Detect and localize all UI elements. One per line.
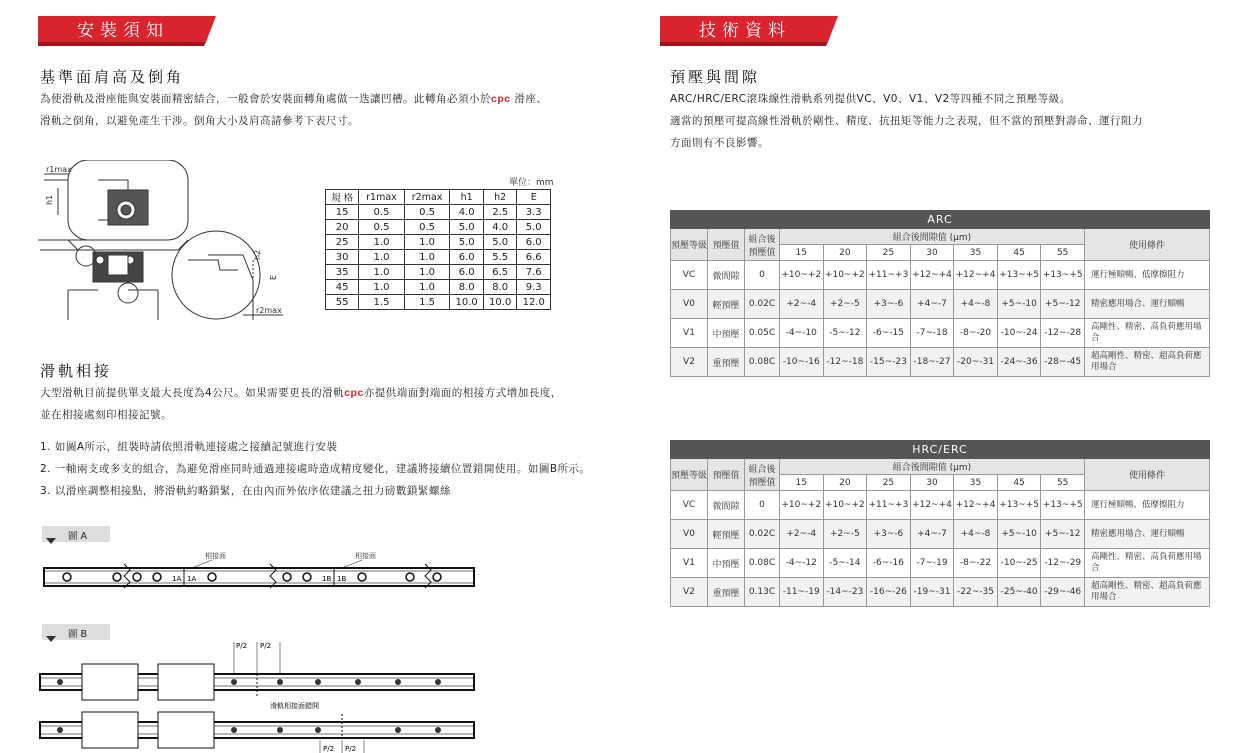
table-cell: 55 — [326, 295, 359, 310]
clearance-cell: -8~-22 — [954, 549, 998, 578]
table-row — [326, 235, 551, 250]
clearance-cell: +5~-10 — [997, 290, 1041, 319]
grade-cell: V1 — [671, 319, 708, 348]
table-cell: 45 — [326, 280, 359, 295]
grade-cell: V2 — [671, 578, 708, 607]
label-h1: h1 — [45, 194, 54, 205]
mark-1b-right: 1B — [337, 575, 347, 583]
header-grade: 預壓等級 — [671, 459, 708, 491]
clearance-cell: +13~+5 — [1041, 491, 1085, 520]
header-size: 30 — [910, 245, 954, 261]
clearance-cell: -10~-24 — [997, 319, 1041, 348]
clearance-cell: +4~-8 — [954, 520, 998, 549]
table-cell: 2.5 — [483, 205, 517, 220]
clearance-cell: -22~-35 — [954, 578, 998, 607]
figure-b-p2-4: P/2 — [345, 745, 357, 753]
table-cell: 8.0 — [483, 280, 517, 295]
label-h2: h2 — [253, 249, 262, 260]
clearance-cell: -24~-36 — [997, 348, 1041, 377]
header-combo: 組合後預壓值 — [745, 229, 780, 261]
header-condition: 使用條件 — [1085, 459, 1210, 491]
section2-line1 — [40, 382, 630, 404]
table-cell: 1.0 — [359, 265, 405, 280]
table-row — [671, 319, 1210, 348]
figure-b-p2-1: P/2 — [236, 642, 248, 650]
combo-cell: 0.13C — [745, 578, 780, 607]
table-cell: 8.0 — [450, 280, 484, 295]
label-r2max: r2max — [256, 306, 282, 315]
clearance-cell: -19~-31 — [910, 578, 954, 607]
clearance-cell: -5~-14 — [823, 549, 867, 578]
table-row — [326, 220, 551, 235]
brand-cpc-2: cpc — [344, 387, 364, 399]
unit-label: 單位：mm — [509, 178, 554, 188]
combo-cell: 0 — [745, 491, 780, 520]
table-row — [671, 290, 1210, 319]
table-row — [671, 520, 1210, 549]
table-row — [326, 295, 551, 310]
table-cell: 1.0 — [359, 235, 405, 250]
header-size: 20 — [823, 245, 867, 261]
condition-cell: 精密應用場合、運行順暢 — [1085, 520, 1210, 549]
table-cell: 1.5 — [404, 295, 450, 310]
clearance-cell: +10~+2 — [780, 261, 824, 290]
table-cell: 1.0 — [404, 265, 450, 280]
table-cell: 9.3 — [517, 280, 551, 295]
header-grade: 預壓等級 — [671, 229, 708, 261]
table-header-cell: h2 — [483, 190, 517, 205]
figure-b-stagger-label: 滑軌相接面錯開 — [270, 702, 319, 710]
clearance-cell: -12~-28 — [1041, 319, 1085, 348]
table-row — [326, 250, 551, 265]
clearance-cell: +12~+4 — [910, 491, 954, 520]
clearance-cell: +2~-4 — [780, 520, 824, 549]
header-preload: 預壓值 — [708, 229, 745, 261]
header-size: 15 — [780, 245, 824, 261]
preload-paragraph — [670, 88, 1220, 154]
section-title-preload: 預壓與間隙 — [670, 68, 761, 86]
clearance-cell: +12~+4 — [954, 491, 998, 520]
table-row — [671, 348, 1210, 377]
table-cell: 3.3 — [517, 205, 551, 220]
grade-cell: V2 — [671, 348, 708, 377]
section2-line1-tail: 亦提供端面對端面的相接方式增加長度， — [363, 387, 562, 399]
table-cell: 1.0 — [404, 250, 450, 265]
table-header-row — [326, 190, 551, 205]
clearance-cell: +3~-6 — [867, 290, 911, 319]
header-size: 15 — [780, 475, 824, 491]
section1-line1 — [40, 88, 620, 110]
condition-cell: 高剛性、精密、高負荷應用場合 — [1085, 549, 1210, 578]
combo-cell: 0.02C — [745, 520, 780, 549]
table-header-cell: E — [517, 190, 551, 205]
combo-cell: 0.05C — [745, 319, 780, 348]
table-cell: 4.0 — [483, 220, 517, 235]
figure-b-diagram — [38, 638, 483, 753]
table-cell: 10.0 — [450, 295, 484, 310]
table-row — [671, 549, 1210, 578]
clearance-cell: +5~-10 — [997, 520, 1041, 549]
header-size: 45 — [997, 245, 1041, 261]
left-banner — [38, 16, 216, 46]
table-header-cell: h1 — [450, 190, 484, 205]
section2-line1-text: 大型滑軌目前提供單支最大長度為4公尺。如果需要更長的滑軌 — [40, 387, 345, 399]
clearance-cell: +2~-5 — [823, 290, 867, 319]
figure-a-label: 圖 A — [68, 531, 88, 542]
section-title-shoulder: 基準面肩高及倒角 — [40, 68, 185, 86]
header-clearance: 組合後間隙值 (μm) — [780, 229, 1085, 245]
shoulder-diagram — [38, 160, 298, 320]
clearance-cell: +4~-7 — [910, 520, 954, 549]
header-size: 25 — [867, 245, 911, 261]
header-size: 30 — [910, 475, 954, 491]
clearance-cell: -5~-12 — [823, 319, 867, 348]
table-cell: 20 — [326, 220, 359, 235]
section2-paragraph — [40, 382, 630, 426]
condition-cell: 高剛性、精密、高負荷應用場合 — [1085, 319, 1210, 348]
table-header-cell: r2max — [404, 190, 450, 205]
preload-name-cell: 輕預壓 — [708, 520, 745, 549]
table-cell: 5.0 — [450, 235, 484, 250]
mark-1b-left: 1B — [322, 575, 332, 583]
preload-name-cell: 微間隙 — [708, 491, 745, 520]
condition-cell: 超高剛性、精密、超高負荷應用場合 — [1085, 578, 1210, 607]
table-title-row — [671, 441, 1210, 459]
table-cell: 1.0 — [359, 250, 405, 265]
left-banner-title: 安裝須知 — [77, 21, 169, 41]
clearance-cell: +2~-4 — [780, 290, 824, 319]
clearance-cell: +10~+2 — [823, 491, 867, 520]
preload-name-cell: 微間隙 — [708, 261, 745, 290]
preload-name-cell: 中預壓 — [708, 319, 745, 348]
table-header-cell: 規 格 — [326, 190, 359, 205]
header-clearance: 組合後間隙值 (μm) — [780, 459, 1085, 475]
instruction-item-1: 1. 如圖A所示，組裝時請依照滑軌連接處之接續記號進行安裝 — [40, 441, 338, 453]
table-cell: 0.5 — [404, 205, 450, 220]
clearance-cell: +4~-8 — [954, 290, 998, 319]
table-row — [671, 578, 1210, 607]
clearance-cell: +4~-7 — [910, 290, 954, 319]
preload-name-cell: 重預壓 — [708, 348, 745, 377]
right-banner-title: 技術資料 — [699, 21, 791, 41]
section2-line2: 並在相接處刻印相接記號。 — [40, 409, 172, 421]
condition-cell: 精密應用場合、運行順暢 — [1085, 290, 1210, 319]
table-cell: 6.0 — [450, 250, 484, 265]
mark-1a-left: 1A — [172, 575, 182, 583]
clearance-cell: +11~+3 — [867, 491, 911, 520]
table-cell: 1.0 — [359, 280, 405, 295]
grade-cell: V0 — [671, 520, 708, 549]
header-size: 35 — [954, 245, 998, 261]
clearance-cell: -8~-20 — [954, 319, 998, 348]
clearance-cell: -18~-27 — [910, 348, 954, 377]
grade-cell: VC — [671, 261, 708, 290]
clearance-cell: -14~-23 — [823, 578, 867, 607]
table-header-row — [671, 459, 1210, 475]
figure-a-tag — [42, 526, 110, 542]
clearance-cell: +5~-12 — [1041, 290, 1085, 319]
mark-1a-right: 1A — [187, 575, 197, 583]
table-cell: 6.6 — [517, 250, 551, 265]
header-preload: 預壓值 — [708, 459, 745, 491]
header-size: 35 — [954, 475, 998, 491]
instruction-item-2: 2. 一軸兩支或多支的組合，為避免滑座同時通過連接處時造成精度變化，建議將接續位置錯開使用。如圖B所示。 — [40, 463, 591, 475]
table-cell: 30 — [326, 250, 359, 265]
table-cell: 25 — [326, 235, 359, 250]
table-cell: 0.5 — [359, 220, 405, 235]
table-cell: 5.0 — [517, 220, 551, 235]
section-title-rail-joint: 滑軌相接 — [40, 362, 113, 380]
clearance-cell: -15~-23 — [867, 348, 911, 377]
clearance-cell: -4~-10 — [780, 319, 824, 348]
clearance-cell: +12~+4 — [954, 261, 998, 290]
table-cell: 1.0 — [404, 235, 450, 250]
section1-line1-tail: 滑座、 — [510, 93, 548, 105]
table-cell: 7.6 — [517, 265, 551, 280]
section1-line1-text: 為使滑軌及滑座能與安裝面精密結合，一般會於安裝面轉角處做一迭讓凹槽。此轉角必須小於 — [40, 93, 491, 105]
condition-cell: 超高剛性、精密、超高負荷應用場合 — [1085, 348, 1210, 377]
section1-line2: 滑軌之倒角，以避免產生干涉。倒角大小及肩高請參考下表尺寸。 — [40, 115, 359, 127]
clearance-cell: -11~-19 — [780, 578, 824, 607]
preload-name-cell: 輕預壓 — [708, 290, 745, 319]
figure-b-p2-3: P/2 — [323, 745, 335, 753]
table-cell: 1.0 — [404, 280, 450, 295]
table-cell: 0.5 — [359, 205, 405, 220]
preload-name-cell: 中預壓 — [708, 549, 745, 578]
clearance-cell: -10~-25 — [997, 549, 1041, 578]
table-cell: 6.0 — [450, 265, 484, 280]
clearance-cell: -29~-46 — [1041, 578, 1085, 607]
clearance-cell: +10~+2 — [780, 491, 824, 520]
brand-cpc: cpc — [491, 93, 511, 105]
clearance-cell: -10~-16 — [780, 348, 824, 377]
figure-a-diagram — [42, 550, 482, 590]
table-cell: 35 — [326, 265, 359, 280]
label-e: E — [269, 274, 278, 280]
table-header-cell: r1max — [359, 190, 405, 205]
figure-a-joint-label-2: 相接面 — [355, 552, 376, 560]
clearance-cell: +12~+4 — [910, 261, 954, 290]
condition-cell: 運行極順暢、低摩擦阻力 — [1085, 261, 1210, 290]
combo-cell: 0.08C — [745, 348, 780, 377]
clearance-cell: +11~+3 — [867, 261, 911, 290]
preload-name-cell: 重預壓 — [708, 578, 745, 607]
table-row — [326, 205, 551, 220]
table-cell: 5.0 — [450, 220, 484, 235]
combo-cell: 0.08C — [745, 549, 780, 578]
grade-cell: V1 — [671, 549, 708, 578]
table-cell: 5.5 — [483, 250, 517, 265]
combo-cell: 0.02C — [745, 290, 780, 319]
right-banner — [660, 16, 838, 46]
triangle-down-icon — [46, 538, 56, 546]
table-cell: 15 — [326, 205, 359, 220]
clearance-cell: -7~-18 — [910, 319, 954, 348]
header-condition: 使用條件 — [1085, 229, 1210, 261]
table-row — [326, 280, 551, 295]
table-cell: 6.5 — [483, 265, 517, 280]
clearance-cell: -16~-26 — [867, 578, 911, 607]
figure-a-joint-label-1: 相接面 — [205, 552, 226, 560]
label-r1max: r1max — [46, 165, 72, 174]
header-size: 55 — [1041, 245, 1085, 261]
clearance-cell: -4~-12 — [780, 549, 824, 578]
table-cell: 5.0 — [483, 235, 517, 250]
table-title: ARC — [671, 211, 1210, 229]
clearance-cell: +13~+5 — [997, 491, 1041, 520]
header-size: 20 — [823, 475, 867, 491]
table-row — [671, 261, 1210, 290]
arc-table — [670, 210, 1210, 377]
clearance-cell: +3~-6 — [867, 520, 911, 549]
table-cell: 12.0 — [517, 295, 551, 310]
table-cell: 10.0 — [483, 295, 517, 310]
shoulder-table — [325, 189, 551, 310]
grade-cell: V0 — [671, 290, 708, 319]
header-combo: 組合後預壓值 — [745, 459, 780, 491]
preload-line3: 方面則有不良影響。 — [670, 137, 769, 149]
table-row — [671, 491, 1210, 520]
table-title: HRC/ERC — [671, 441, 1210, 459]
table-title-row — [671, 211, 1210, 229]
grade-cell: VC — [671, 491, 708, 520]
table-cell: 0.5 — [404, 220, 450, 235]
clearance-cell: -12~-29 — [1041, 549, 1085, 578]
section1-paragraph — [40, 88, 620, 132]
table-row — [326, 265, 551, 280]
condition-cell: 運行極順暢、低摩擦阻力 — [1085, 491, 1210, 520]
clearance-cell: -6~-15 — [867, 319, 911, 348]
clearance-cell: -28~-45 — [1041, 348, 1085, 377]
clearance-cell: -12~-18 — [823, 348, 867, 377]
header-size: 25 — [867, 475, 911, 491]
instruction-list — [40, 436, 630, 502]
clearance-cell: +13~+5 — [997, 261, 1041, 290]
table-header-row — [671, 229, 1210, 245]
clearance-cell: -20~-31 — [954, 348, 998, 377]
header-size: 45 — [997, 475, 1041, 491]
table-cell: 1.5 — [359, 295, 405, 310]
table-cell: 6.0 — [517, 235, 551, 250]
clearance-cell: +13~+5 — [1041, 261, 1085, 290]
table-cell: 4.0 — [450, 205, 484, 220]
clearance-cell: +5~-12 — [1041, 520, 1085, 549]
clearance-cell: -25~-40 — [997, 578, 1041, 607]
combo-cell: 0 — [745, 261, 780, 290]
clearance-cell: -6~-16 — [867, 549, 911, 578]
preload-line1: ARC/HRC/ERC滾珠線性滑軌系列提供VC、V0、V1、V2等四種不同之預壓等級。 — [670, 93, 1071, 105]
hrc-table — [670, 440, 1210, 607]
instruction-item-3: 3. 以滑座調整相接點，將滑軌約略鎖緊，在由內而外依序依建議之扭力磅數鎖緊螺絲 — [40, 485, 451, 497]
figure-b-p2-2: P/2 — [260, 642, 272, 650]
header-size: 55 — [1041, 475, 1085, 491]
clearance-cell: +10~+2 — [823, 261, 867, 290]
figure-b-label: 圖 B — [68, 629, 88, 640]
preload-line2: 適當的預壓可提高線性滑軌於剛性、精度、抗扭矩等能力之表現，但不當的預壓對壽命、運行阻力 — [670, 115, 1143, 127]
clearance-cell: -7~-19 — [910, 549, 954, 578]
clearance-cell: +2~-5 — [823, 520, 867, 549]
